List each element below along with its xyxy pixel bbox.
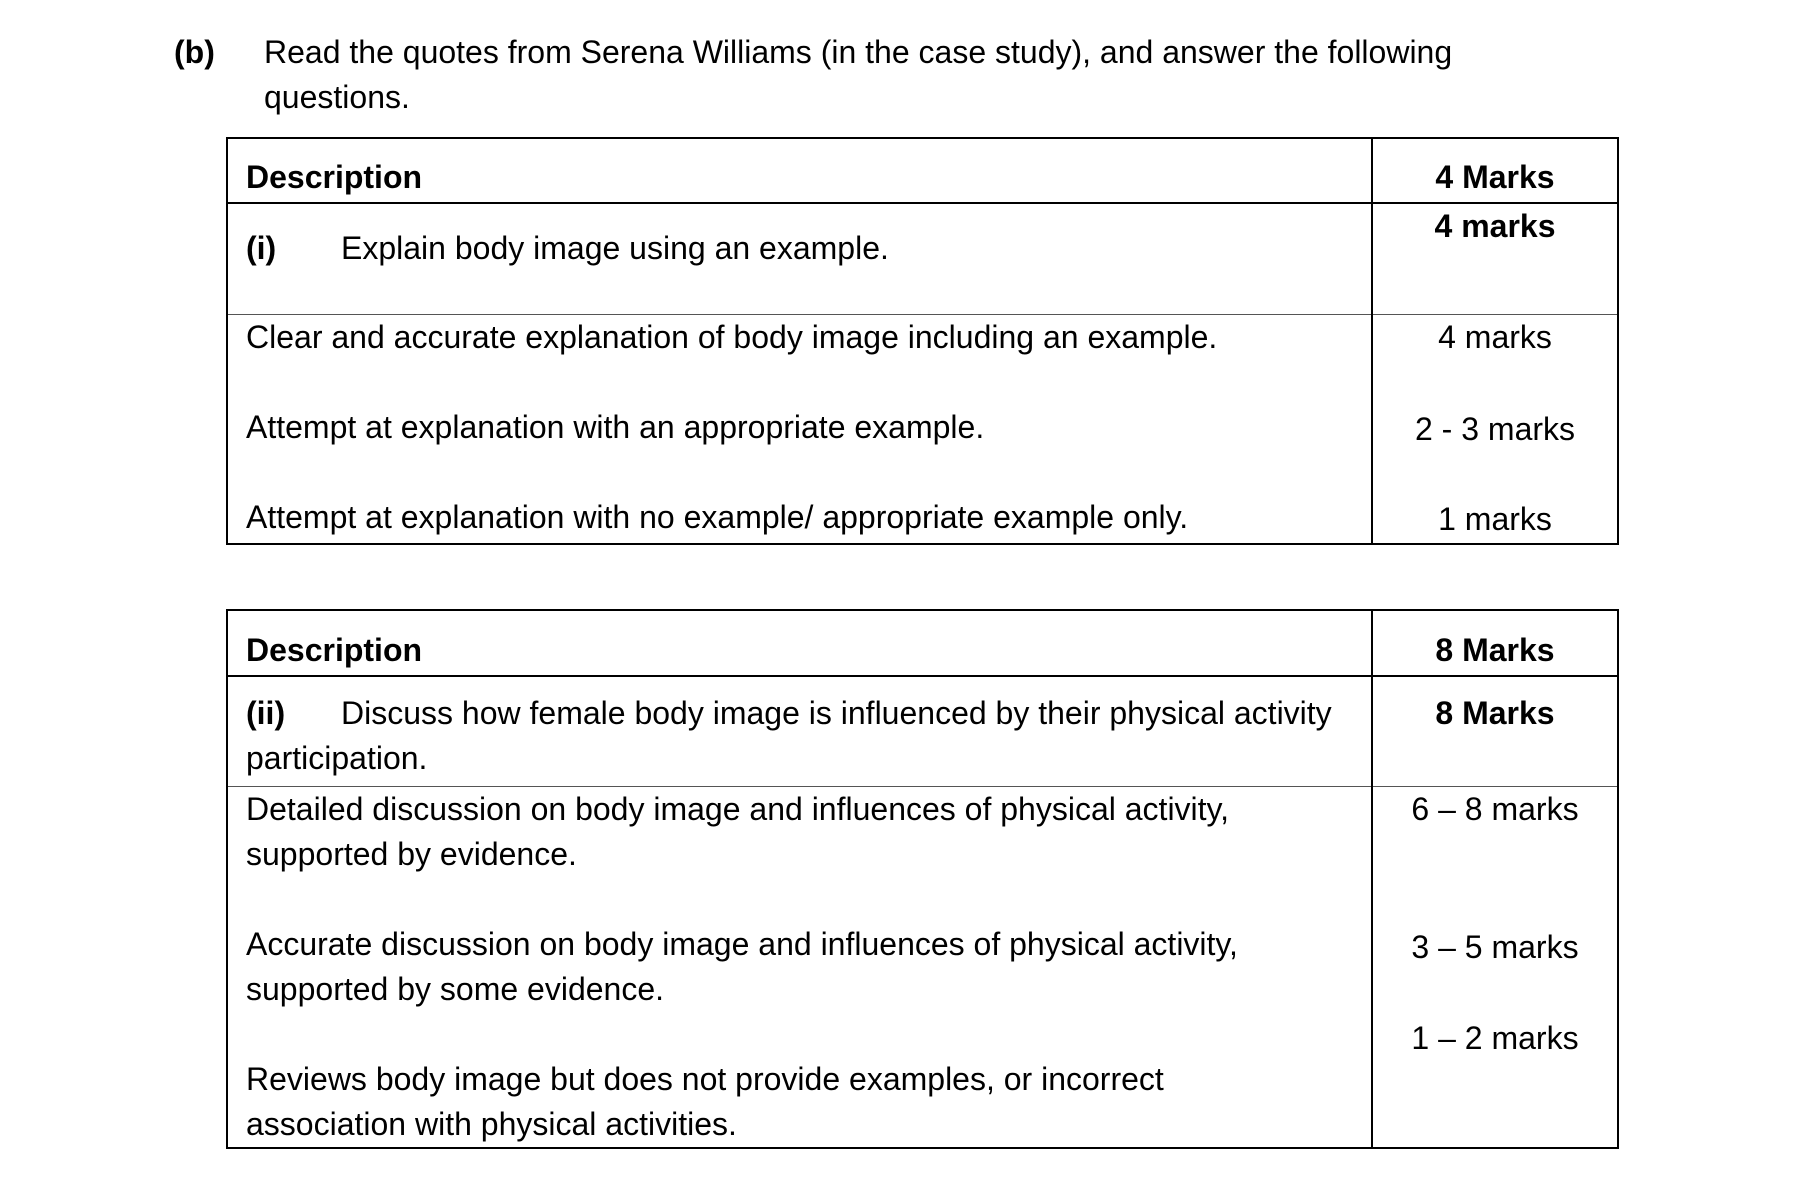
criterion-text: Detailed discussion on body image and influences of physical activity, supported by evidence.	[246, 790, 1230, 872]
question-text: Read the quotes from Serena Williams (in the case study), and answer the following questions.	[264, 34, 1453, 115]
criterion-marks: 1 – 2 marks	[1411, 1019, 1579, 1056]
criterion-text: Attempt at explanation with no example/ appropriate example only.	[246, 498, 1189, 535]
question-marks: 8 Marks	[1372, 676, 1618, 786]
question-row	[227, 676, 1618, 786]
criterion-marks: 2 - 3 marks	[1414, 410, 1576, 447]
question-marks: 4 marks	[1372, 203, 1618, 314]
criterion-marks: 6 – 8 marks	[1411, 790, 1579, 827]
sub-question-text: Explain body image using an example.	[341, 230, 889, 266]
criterion-text: Accurate discussion on body image and influences of physical activity, supported by some evidence.	[246, 925, 1238, 1007]
marks-header: 8 Marks	[1372, 610, 1618, 676]
criterion-marks: 3 – 5 marks	[1411, 928, 1579, 965]
criterion-text: Reviews body image but does not provide examples, or incorrect association with physical activities.	[246, 1060, 1164, 1142]
table-header-row	[227, 610, 1618, 676]
sub-question-label: (ii)	[246, 695, 286, 731]
question-label: (b)	[174, 34, 215, 70]
description-header: Description	[246, 159, 423, 195]
description-header: Description	[246, 632, 423, 668]
rubric-table-i	[226, 137, 1619, 545]
rubric-table-ii	[226, 609, 1619, 1149]
criteria-row	[227, 314, 1618, 544]
criterion-text: Clear and accurate explanation of body image including an example.	[246, 318, 1218, 355]
criteria-row	[227, 786, 1618, 1148]
criterion-text: Attempt at explanation with an appropriate example.	[246, 408, 985, 445]
criterion-marks: 4 marks	[1438, 318, 1552, 355]
table-header-row	[227, 138, 1618, 203]
criterion-marks: 1 marks	[1438, 500, 1552, 537]
sub-question-label: (i)	[246, 230, 277, 266]
sub-question-text: Discuss how female body image is influenced by their physical activity participation.	[246, 695, 1332, 776]
question-row	[227, 203, 1618, 314]
marks-header: 4 Marks	[1372, 138, 1618, 203]
